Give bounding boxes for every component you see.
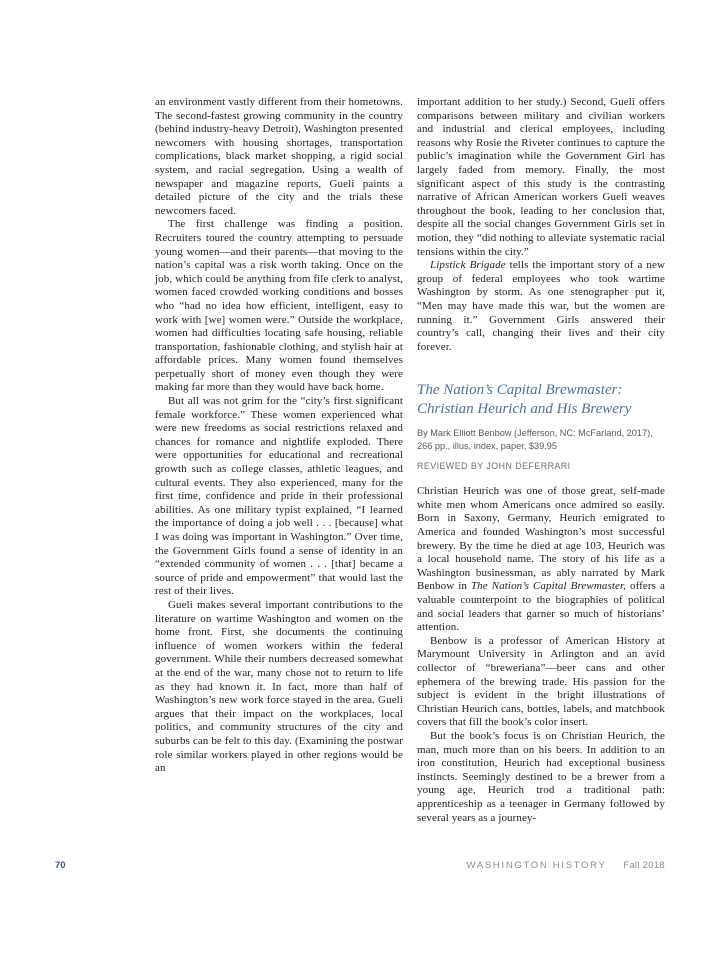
body-paragraph: But all was not grim for the “city’s first significant female workforce.” These women experienced what were new freedoms as social restrictions relaxed and chances for romance and nightlife exploded. There were opportunities for educational and recreational growth such as college classes, athletic leagues, and cultural events. They also experienced, many for the first time, confidence and pride in their professional abilities. As one military typist explained, “I learned the importance of doing a job well . . . [because] what I was doing was important in Washington.” Over time, the Government Girls found a sense of identity in an “extended community of women . . . [that] became a source of pride and empowerment” that would last the rest of their lives.: [155, 395, 403, 598]
body-paragraph: important addition to her study.) Second, Gueli offers comparisons between military and civilian workers and industrial and clerical employees, including reasons why Rosie the Riveter continues to capture the public’s imagination while the Government Girl has largely faded from memory. Finally, the most significant aspect of this study is the contrasting narrative of African American workers Gueli weaves throughout the book, leading to her conclusion that, despite all the social changes Government Girls set in motion, they “did nothing to alleviate systematic racial tensions within the city.”: [417, 96, 665, 258]
running-footer: [467, 860, 665, 871]
text-block: [155, 96, 665, 825]
left-column: [155, 96, 403, 776]
body-paragraph: Lipstick Brigade tells the important story of a new group of federal employees who took wartime Washington by storm. As one stenographer put it, “Men may have made this war, but the women are running it.” Government Girls answered their country’s call, changing their lives and their city forever.: [417, 259, 665, 353]
page-footer: [0, 860, 723, 876]
body-paragraph: Benbow is a professor of American History at Marymount University in Arlington and an avid collector of “breweriana”—beer cans and other ephemera of the brewing trade. His passion for the subject is evident in the bright illustrations of Christian Heurich cans, bottles, labels, and matchbook covers that fill the book’s color insert.: [417, 634, 665, 729]
body-paragraph: Gueli makes several important contributions to the literature on wartime Washington and women on the home front. First, she documents the continuing influence of women workers within the federal government. While their numbers decreased somewhat at the end of the war, many chose not to return to life as they had known it. In fact, more than half of Washington’s new work force stayed in the area. Gueli argues that their impact on the workplaces, local politics, and community structures of the city and suburbs can be felt to this day. (Examining the postwar role similar workers played in other regions would be an: [155, 598, 403, 775]
review-book-title: The Nation’s Capital Brewmaster: Christian Heurich and His Brewery: [417, 382, 632, 418]
body-paragraph: Christian Heurich was one of those great, self-made white men whom Americans once admired so easily. Born in Saxony, Germany, Heurich emigrated to America and founded Washington’s most successful brewery. By the time he died at age 103, Heurich was a local household name. The story of his life as a Washington businessman, as ably narrated by Mark Benbow in The Nation’s Capital Brewmaster, offers a valuable counterpoint to the biographies of political and social leaders that garner so much of historians’ attention.: [417, 485, 665, 634]
body-paragraph: an environment vastly different from their hometowns. The second-fastest growing community in the country (behind industry-heavy Detroit), Washington presented newcomers with housing shortages, transportation complications, black market shopping, a rigid social system, and racial segregation. Using a wealth of newspaper and magazine reports, Gueli paints a detailed picture of the city and the trials these newcomers faced.: [155, 96, 403, 217]
issue-label: Fall 2018: [623, 860, 665, 871]
page-number: 70: [55, 860, 66, 871]
reviewer-credit: REVIEWED BY JOHN DEFERRARI: [417, 461, 571, 472]
book-citation: By Mark Elliott Benbow (Jefferson, NC: McFarland, 2017), 266 pp., illus, index, paper, $39.95: [417, 428, 653, 451]
journal-title: WASHINGTON HISTORY: [466, 860, 607, 871]
body-paragraph: The first challenge was finding a position. Recruiters toured the country attempting to persuade young women—and their parents—that moving to the nation’s capital was a risk worth taking. Once on the job, which could be anything from file clerk to analyst, women faced crowded working conditions and bosses who “had no idea how efficient, intelligent, easy to work with [we] women were.” Outside the workplace, women had difficulties locating safe housing, reliable transportation, fashionable clothing, and stylish hair at affordable prices. Many women found themselves perpetually short of money even though they were making far more than they would have back home.: [155, 218, 403, 394]
body-paragraph: But the book’s focus is on Christian Heurich, the man, much more than on his beers. In addition to an iron constitution, Heurich had exceptional business instincts. Seemingly destined to be a brewer from a young age, Heurich trod a traditional path: apprenticeship as a teenager in Germany followed by several years as a journey-: [417, 729, 665, 824]
right-column: [417, 96, 665, 825]
